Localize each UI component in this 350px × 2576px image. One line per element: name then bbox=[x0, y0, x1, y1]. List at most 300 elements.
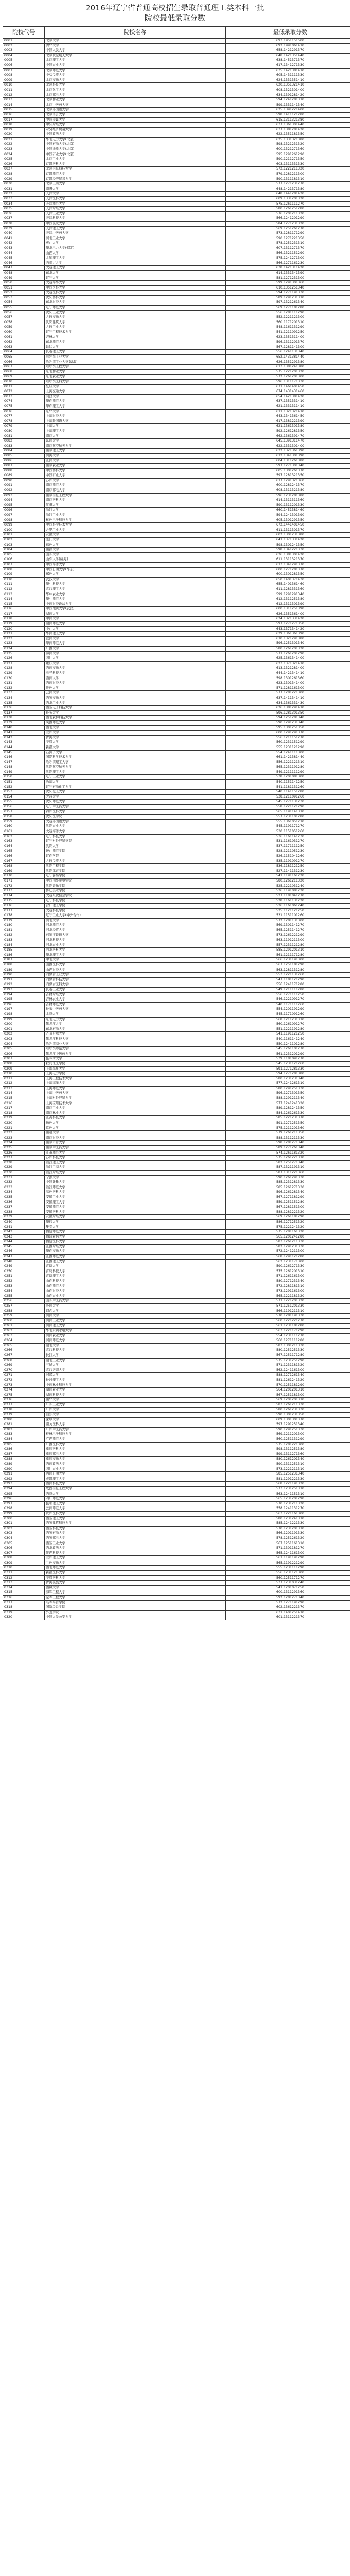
school-code: 0207 bbox=[3, 1057, 45, 1062]
school-name: 燕山大学 bbox=[45, 241, 226, 246]
school-code: 0251 bbox=[3, 1274, 45, 1279]
school-name: 辽东学院 bbox=[45, 854, 226, 859]
school-code: 0048 bbox=[3, 270, 45, 276]
school-code: 0240 bbox=[3, 1219, 45, 1225]
table-row bbox=[3, 325, 350, 330]
title-line-1: 2016年辽宁省普通高校招生录取普通理工类本科一批 bbox=[86, 4, 264, 12]
school-code: 0040 bbox=[3, 231, 45, 236]
school-code: 0132 bbox=[3, 686, 45, 691]
school-name: 南京工业大学 bbox=[45, 1106, 226, 1111]
school-code: 0064 bbox=[3, 350, 45, 355]
min-score: 597.1321261340 bbox=[226, 300, 350, 306]
school-name: 沈阳工程学院 bbox=[45, 864, 226, 869]
school-code: 0101 bbox=[3, 533, 45, 538]
table-row bbox=[3, 1427, 350, 1432]
school-code: 0127 bbox=[3, 661, 45, 666]
school-code: 0123 bbox=[3, 641, 45, 647]
table-row bbox=[3, 162, 350, 167]
school-code: 0117 bbox=[3, 612, 45, 617]
school-code: 0159 bbox=[3, 819, 45, 824]
school-name: 江苏大学 bbox=[45, 503, 226, 508]
school-code: 0213 bbox=[3, 1086, 45, 1091]
school-name: 西安建筑科技大学 bbox=[45, 1521, 226, 1527]
school-name: 沈阳医学院 bbox=[45, 815, 226, 820]
min-score: 574.1261181320 bbox=[226, 1150, 350, 1156]
table-row bbox=[3, 1393, 350, 1398]
min-score: 602.1361221370 bbox=[226, 1605, 350, 1611]
school-name: 新疆大学 bbox=[45, 745, 226, 750]
school-code: 0196 bbox=[3, 1002, 45, 1007]
table-row bbox=[3, 1333, 350, 1338]
school-code: 0273 bbox=[3, 1383, 45, 1388]
school-code: 0181 bbox=[3, 928, 45, 933]
school-name: 北京科技大学 bbox=[45, 83, 226, 88]
score-table-container bbox=[3, 26, 347, 1620]
table-row bbox=[3, 201, 350, 207]
school-code: 0128 bbox=[3, 666, 45, 671]
school-name: 中国科学技术大学 bbox=[45, 523, 226, 528]
table-row bbox=[3, 281, 350, 286]
school-code: 0018 bbox=[3, 123, 45, 128]
school-name: 西南石油大学 bbox=[45, 1472, 226, 1477]
table-row bbox=[3, 572, 350, 578]
school-name: 内蒙古医科大学 bbox=[45, 982, 226, 988]
table-row bbox=[3, 429, 350, 434]
school-code: 0175 bbox=[3, 899, 45, 904]
table-row bbox=[3, 468, 350, 473]
school-name: 华中科技大学 bbox=[45, 582, 226, 587]
school-code: 0313 bbox=[3, 1581, 45, 1586]
school-code: 0105 bbox=[3, 552, 45, 557]
school-name: 中央民族大学 bbox=[45, 73, 226, 78]
min-score: 612.1311251380 bbox=[226, 597, 350, 602]
min-score: 600.1281241370 bbox=[226, 483, 350, 488]
table-row bbox=[3, 528, 350, 533]
table-row bbox=[3, 815, 350, 820]
header-score: 最低录取分数 bbox=[226, 27, 350, 39]
table-row bbox=[3, 1585, 350, 1590]
table-row bbox=[3, 740, 350, 745]
table-row bbox=[3, 300, 350, 306]
school-name: 东北大学 bbox=[45, 270, 226, 276]
table-row bbox=[3, 103, 350, 108]
school-code: 0298 bbox=[3, 1506, 45, 1512]
table-row bbox=[3, 750, 350, 755]
min-score: 654.1421381420 bbox=[226, 394, 350, 399]
table-row bbox=[3, 147, 350, 152]
school-name: 大连科技学院 bbox=[45, 908, 226, 913]
min-score: 617.1291321360 bbox=[226, 478, 350, 483]
table-row bbox=[3, 459, 350, 464]
school-name: 中国计量大学 bbox=[45, 1180, 226, 1185]
table-row bbox=[3, 656, 350, 662]
min-score: 591.1271281330 bbox=[226, 1066, 350, 1072]
table-row bbox=[3, 641, 350, 647]
school-code: 0302 bbox=[3, 1526, 45, 1531]
min-score: 563.1241151310 bbox=[226, 1492, 350, 1497]
school-code: 0092 bbox=[3, 488, 45, 494]
school-code: 0140 bbox=[3, 725, 45, 731]
min-score: 580.1261201340 bbox=[226, 1457, 350, 1462]
min-score: 560.1271111280 bbox=[226, 1338, 350, 1344]
school-name: 昆明理工大学 bbox=[45, 1501, 226, 1506]
school-code: 0026 bbox=[3, 162, 45, 167]
table-row bbox=[3, 483, 350, 488]
school-code: 0063 bbox=[3, 345, 45, 350]
min-score: 571.1251201330 bbox=[226, 1304, 350, 1309]
table-row bbox=[3, 854, 350, 859]
school-code: 0118 bbox=[3, 617, 45, 622]
school-code: 0164 bbox=[3, 844, 45, 849]
table-row bbox=[3, 720, 350, 725]
min-score: 672.1441401450 bbox=[226, 523, 350, 528]
table-row bbox=[3, 582, 350, 587]
table-row bbox=[3, 607, 350, 612]
school-code: 0154 bbox=[3, 794, 45, 800]
min-score: 531.1151101260 bbox=[226, 913, 350, 919]
school-code: 0051 bbox=[3, 285, 45, 291]
school-name: 河北工业大学 bbox=[45, 236, 226, 241]
min-score: 600.1291291370 bbox=[226, 731, 350, 736]
school-name: 西北师范大学 bbox=[45, 1566, 226, 1571]
min-score: 549.1211111290 bbox=[226, 770, 350, 775]
min-score: 555.1231121290 bbox=[226, 745, 350, 750]
title-line-2: 院校最低录取分数 bbox=[144, 14, 206, 23]
school-name: 宁夏大学 bbox=[45, 740, 226, 745]
min-score: 587.1321191310 bbox=[226, 1165, 350, 1171]
table-row bbox=[3, 127, 350, 132]
school-name: 广州中医药大学 bbox=[45, 1427, 226, 1432]
table-row bbox=[3, 696, 350, 701]
school-code: 0055 bbox=[3, 306, 45, 311]
school-name: 黑龙江中医药大学 bbox=[45, 1052, 226, 1057]
table-row bbox=[3, 1348, 350, 1353]
school-code: 0316 bbox=[3, 1596, 45, 1601]
school-code: 0130 bbox=[3, 676, 45, 681]
school-code: 0067 bbox=[3, 365, 45, 370]
school-name: 河南农业大学 bbox=[45, 1333, 226, 1338]
table-row bbox=[3, 251, 350, 256]
table-row bbox=[3, 1462, 350, 1467]
table-row bbox=[3, 943, 350, 948]
min-score: 573.1281171290 bbox=[226, 231, 350, 236]
min-score: 590.1261291330 bbox=[226, 1175, 350, 1180]
table-row bbox=[3, 226, 350, 231]
school-name: 中国人民大学 bbox=[45, 48, 226, 54]
school-name: 上海理工大学 bbox=[45, 429, 226, 434]
school-name: 合肥工业大学 bbox=[45, 528, 226, 533]
table-row bbox=[3, 1506, 350, 1512]
table-row bbox=[3, 177, 350, 182]
school-name: 中南财经政法大学 bbox=[45, 602, 226, 607]
school-code: 0258 bbox=[3, 1309, 45, 1314]
school-code: 0076 bbox=[3, 409, 45, 414]
min-score: 585.1291201310 bbox=[226, 948, 350, 953]
school-name: 北华大学 bbox=[45, 1012, 226, 1017]
table-row bbox=[3, 1022, 350, 1027]
school-code: 0106 bbox=[3, 557, 45, 563]
school-code: 0210 bbox=[3, 1072, 45, 1077]
school-name: 华东交通大学 bbox=[45, 1249, 226, 1255]
table-row bbox=[3, 1402, 350, 1408]
school-name: 牡丹江医学院 bbox=[45, 1061, 226, 1066]
school-name: 中国石油大学(北京) bbox=[45, 142, 226, 147]
min-score: 637.1411341410 bbox=[226, 696, 350, 701]
table-row bbox=[3, 320, 350, 325]
school-name: 东北林业大学 bbox=[45, 369, 226, 375]
school-code: 0300 bbox=[3, 1516, 45, 1521]
school-code: 0027 bbox=[3, 167, 45, 172]
school-name: 西南财经大学 bbox=[45, 681, 226, 686]
min-score: 560.1251131290 bbox=[226, 1437, 350, 1443]
school-name: 中山大学 bbox=[45, 626, 226, 632]
school-code: 0093 bbox=[3, 493, 45, 498]
school-name: 华东理工大学 bbox=[45, 404, 226, 409]
school-name: 沈阳航空航天大学 bbox=[45, 765, 226, 770]
min-score: 626.1351291380 bbox=[226, 360, 350, 365]
school-name: 成都信息工程大学 bbox=[45, 1486, 226, 1492]
min-score: 566.1191211310 bbox=[226, 1309, 350, 1314]
min-score: 573.1221211310 bbox=[226, 1467, 350, 1472]
table-row bbox=[3, 1017, 350, 1022]
table-row bbox=[3, 829, 350, 835]
table-row bbox=[3, 716, 350, 721]
table-row bbox=[3, 1175, 350, 1180]
table-row bbox=[3, 626, 350, 632]
table-row bbox=[3, 1338, 350, 1344]
school-code: 0053 bbox=[3, 295, 45, 300]
school-code: 0010 bbox=[3, 83, 45, 88]
table-row bbox=[3, 1417, 350, 1422]
school-name: 华侨大学 bbox=[45, 1219, 226, 1225]
min-score: 567.1281141300 bbox=[226, 345, 350, 350]
school-name: 湖南师范大学 bbox=[45, 622, 226, 627]
table-row bbox=[3, 1328, 350, 1333]
school-name: 华北电力大学(北京) bbox=[45, 137, 226, 142]
table-row bbox=[3, 360, 350, 365]
table-row bbox=[3, 562, 350, 567]
school-name: 中央财经大学 bbox=[45, 123, 226, 128]
table-row bbox=[3, 661, 350, 666]
table-row bbox=[3, 1521, 350, 1527]
school-code: 0004 bbox=[3, 53, 45, 58]
school-code: 0135 bbox=[3, 701, 45, 706]
min-score: 527.1181041270 bbox=[226, 893, 350, 899]
school-code: 0309 bbox=[3, 1561, 45, 1566]
school-name: 北京航空航天大学 bbox=[45, 53, 226, 58]
school-code: 0149 bbox=[3, 770, 45, 775]
min-score: 590.1311181310 bbox=[226, 177, 350, 182]
table-row bbox=[3, 523, 350, 528]
school-name: 大连民族大学 bbox=[45, 859, 226, 864]
min-score: 531.1161031270 bbox=[226, 839, 350, 844]
table-row bbox=[3, 800, 350, 805]
min-score: 566.1201191330 bbox=[226, 1531, 350, 1536]
table-row bbox=[3, 1447, 350, 1452]
school-code: 0308 bbox=[3, 1556, 45, 1561]
school-name: 内蒙古大学 bbox=[45, 261, 226, 266]
school-name: 中国海洋大学 bbox=[45, 562, 226, 567]
school-code: 0238 bbox=[3, 1210, 45, 1215]
min-score: 610.1351251340 bbox=[226, 285, 350, 291]
school-code: 0034 bbox=[3, 201, 45, 207]
min-score: 582.1251271340 bbox=[226, 1160, 350, 1165]
school-code: 0188 bbox=[3, 963, 45, 968]
school-code: 0124 bbox=[3, 647, 45, 652]
school-name: 兰州理工大学 bbox=[45, 1556, 226, 1561]
min-score: 557.1231121280 bbox=[226, 943, 350, 948]
school-name: 青岛科技大学 bbox=[45, 1269, 226, 1274]
min-score: 626.1381291410 bbox=[226, 706, 350, 711]
min-score: 567.1271181290 bbox=[226, 1195, 350, 1200]
min-score: 572.1281131300 bbox=[226, 918, 350, 923]
school-name: 华中农业大学 bbox=[45, 592, 226, 597]
table-header-row bbox=[3, 27, 350, 39]
document-title bbox=[0, 3, 350, 24]
table-row bbox=[3, 1027, 350, 1032]
table-row bbox=[3, 117, 350, 123]
table-row bbox=[3, 1156, 350, 1161]
table-row bbox=[3, 864, 350, 869]
min-score: 599.1291301360 bbox=[226, 281, 350, 286]
school-name: 安徽工业大学 bbox=[45, 1195, 226, 1200]
min-score: 576.1201211320 bbox=[226, 211, 350, 216]
school-name: 贵州医科大学 bbox=[45, 1511, 226, 1516]
table-row bbox=[3, 1442, 350, 1447]
school-code: 0116 bbox=[3, 607, 45, 612]
min-score: 637.1361301440 bbox=[226, 123, 350, 128]
table-row bbox=[3, 1566, 350, 1571]
min-score: 565.1231191280 bbox=[226, 765, 350, 770]
min-score: 652.1431381440 bbox=[226, 355, 350, 360]
school-name: 天津大学 bbox=[45, 192, 226, 197]
school-code: 0292 bbox=[3, 1477, 45, 1482]
min-score: 629.1361361390 bbox=[226, 632, 350, 637]
school-code: 0211 bbox=[3, 1076, 45, 1081]
school-code: 0304 bbox=[3, 1536, 45, 1541]
table-row bbox=[3, 1141, 350, 1146]
table-row bbox=[3, 859, 350, 864]
min-score: 638.1451371370 bbox=[226, 58, 350, 63]
school-name: 沈阳音乐学院 bbox=[45, 884, 226, 889]
school-name: 哈尔滨师范大学 bbox=[45, 1047, 226, 1052]
school-code: 0287 bbox=[3, 1452, 45, 1457]
school-name: 南京邮电大学 bbox=[45, 488, 226, 494]
table-row bbox=[3, 192, 350, 197]
school-code: 0136 bbox=[3, 706, 45, 711]
table-row bbox=[3, 369, 350, 375]
school-code: 0059 bbox=[3, 325, 45, 330]
school-code: 0094 bbox=[3, 498, 45, 503]
table-row bbox=[3, 809, 350, 815]
school-name: 西安科技大学 bbox=[45, 1526, 226, 1531]
school-name: 郑州大学 bbox=[45, 572, 226, 578]
table-row bbox=[3, 1274, 350, 1279]
min-score: 608.1321301400 bbox=[226, 88, 350, 93]
school-code: 0248 bbox=[3, 1259, 45, 1264]
school-name: 青岛大学 bbox=[45, 1264, 226, 1269]
school-code: 0205 bbox=[3, 1047, 45, 1052]
table-row bbox=[3, 938, 350, 943]
min-score: 634.1361331430 bbox=[226, 701, 350, 706]
table-row bbox=[3, 1486, 350, 1492]
table-row bbox=[3, 350, 350, 355]
min-score: 641.1371331420 bbox=[226, 537, 350, 543]
table-row bbox=[3, 878, 350, 884]
table-row bbox=[3, 770, 350, 775]
table-row bbox=[3, 701, 350, 706]
min-score: 579.1281211300 bbox=[226, 172, 350, 177]
school-name: 中国人民公安大学 bbox=[45, 1615, 226, 1620]
school-name: 沈阳工业大学 bbox=[45, 310, 226, 315]
min-score: 590.1261271330 bbox=[226, 1264, 350, 1269]
table-row bbox=[3, 785, 350, 790]
school-name: 江西理工大学 bbox=[45, 1259, 226, 1264]
table-row bbox=[3, 384, 350, 389]
school-name: 河北农业大学 bbox=[45, 943, 226, 948]
school-code: 0306 bbox=[3, 1546, 45, 1551]
school-code: 0109 bbox=[3, 572, 45, 578]
table-row bbox=[3, 1472, 350, 1477]
school-name: 辽宁警察学院 bbox=[45, 874, 226, 879]
school-code: 0186 bbox=[3, 953, 45, 958]
table-row bbox=[3, 1363, 350, 1368]
school-code: 0310 bbox=[3, 1566, 45, 1571]
min-score: 588.1281221320 bbox=[226, 1210, 350, 1215]
min-score: 598.1321231320 bbox=[226, 142, 350, 147]
min-score: 541.1191121250 bbox=[226, 1032, 350, 1037]
school-name: 东北农业大学 bbox=[45, 375, 226, 380]
school-name: 湖南大学 bbox=[45, 612, 226, 617]
min-score: 571.1281161300 bbox=[226, 686, 350, 691]
school-code: 0114 bbox=[3, 597, 45, 602]
table-row bbox=[3, 375, 350, 380]
school-code: 0275 bbox=[3, 1393, 45, 1398]
min-score: 588.1271261340 bbox=[226, 1373, 350, 1378]
school-name: 湖北工业大学 bbox=[45, 1358, 226, 1363]
table-row bbox=[3, 552, 350, 557]
table-row bbox=[3, 794, 350, 800]
school-name: 苏州大学 bbox=[45, 478, 226, 483]
school-name: 上海财经大学 bbox=[45, 414, 226, 419]
table-row bbox=[3, 977, 350, 982]
school-code: 0183 bbox=[3, 938, 45, 943]
school-code: 0206 bbox=[3, 1052, 45, 1057]
school-code: 0190 bbox=[3, 973, 45, 978]
school-name: 中国传媒大学 bbox=[45, 117, 226, 123]
school-name: 中国医科大学 bbox=[45, 285, 226, 291]
table-row bbox=[3, 982, 350, 988]
school-name: 大连海洋大学 bbox=[45, 829, 226, 835]
school-name: 江苏科技大学 bbox=[45, 1116, 226, 1121]
min-score: 556.1271111250 bbox=[226, 992, 350, 997]
table-row bbox=[3, 1096, 350, 1101]
table-row bbox=[3, 1531, 350, 1536]
table-row bbox=[3, 953, 350, 958]
min-score: 605.1431111330 bbox=[226, 73, 350, 78]
table-row bbox=[3, 928, 350, 933]
school-code: 0113 bbox=[3, 592, 45, 597]
table-row bbox=[3, 1131, 350, 1136]
school-name: 黑龙江科技大学 bbox=[45, 1037, 226, 1042]
table-row bbox=[3, 819, 350, 824]
table-row bbox=[3, 1076, 350, 1081]
min-score: 569.1251261270 bbox=[226, 226, 350, 231]
min-score: 538.1211091260 bbox=[226, 794, 350, 800]
table-row bbox=[3, 270, 350, 276]
table-row bbox=[3, 958, 350, 963]
school-code: 0129 bbox=[3, 671, 45, 676]
